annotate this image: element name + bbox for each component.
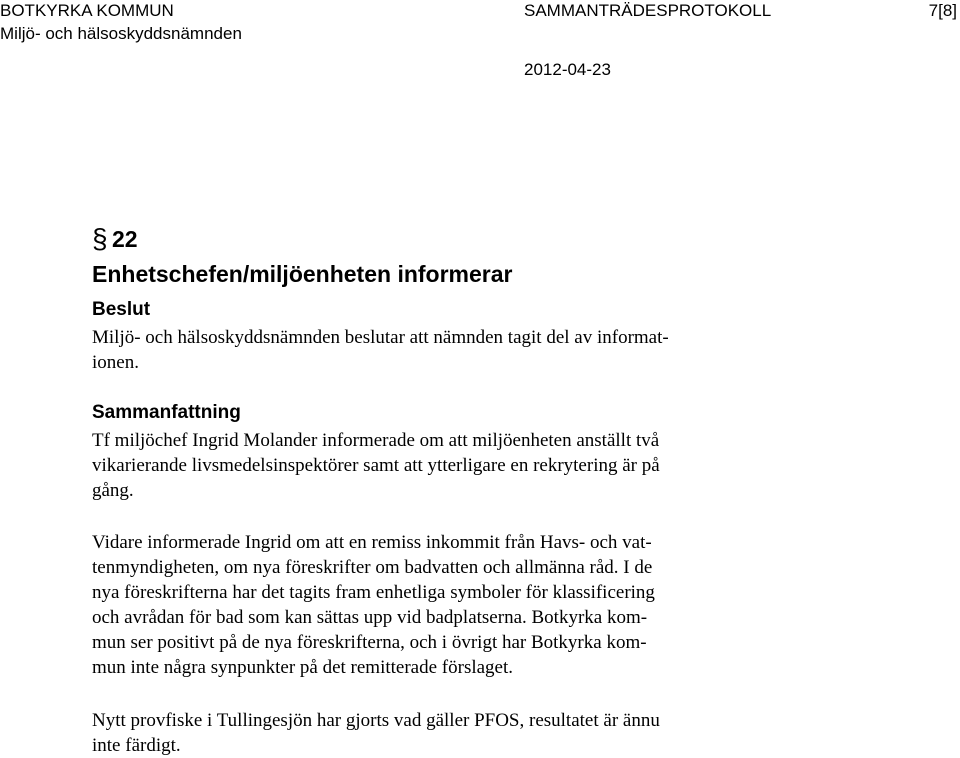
text-line: ionen. xyxy=(92,352,139,373)
text-line: mun ser positivt på de nya föreskrifterna, och i övrigt har Botkyrka kom- xyxy=(92,632,647,653)
text-line: och avrådan för bad som kan sättas upp vid badplatserna. Botkyrka kom- xyxy=(92,607,648,628)
text-line: Nytt provfiske i Tullingesjön har gjorts vad gäller PFOS, resultatet är ännu xyxy=(92,710,660,731)
text-line: nya föreskrifterna har det tagits fram enhetliga symboler för klassificering xyxy=(92,582,655,603)
text-line: Tf miljöchef Ingrid Molander informerade om att miljöenheten anställt två xyxy=(92,430,660,451)
board-name: Miljö- och hälsoskyddsnämnden xyxy=(0,24,242,43)
summary-paragraph xyxy=(92,708,812,758)
summary-heading: Sammanfattning xyxy=(92,402,241,423)
summary-paragraph xyxy=(92,530,812,680)
text-line: tenmyndigheten, om nya föreskrifter om badvatten och allmänna råd. I de xyxy=(92,557,653,578)
text-line: Vidare informerade Ingrid om att en remiss inkommit från Havs- och vat- xyxy=(92,532,652,553)
decision-heading: Beslut xyxy=(92,299,151,320)
text-line: inte färdigt. xyxy=(92,735,181,756)
meeting-date: 2012-04-23 xyxy=(524,60,611,79)
item-title: Enhetschefen/miljöenheten informerar xyxy=(92,261,513,287)
text-line: mun inte några synpunkter på det remitterade förslaget. xyxy=(92,657,514,678)
page-number: 7[8] xyxy=(928,1,957,20)
text-line: vikarierande livsmedelsinspektörer samt att ytterligare en rekrytering är på xyxy=(92,455,660,476)
text-line: Miljö- och hälsoskyddsnämnden beslutar att nämnden tagit del av informat- xyxy=(92,327,669,348)
paragraph-sign: § xyxy=(92,223,108,254)
document-type: SAMMANTRÄDESPROTOKOLL xyxy=(524,1,772,20)
decision-text xyxy=(92,325,812,375)
paragraph-number: 22 xyxy=(112,226,138,252)
organization-name: BOTKYRKA KOMMUN xyxy=(0,1,174,20)
text-line: gång. xyxy=(92,480,134,501)
summary-paragraph xyxy=(92,428,812,503)
